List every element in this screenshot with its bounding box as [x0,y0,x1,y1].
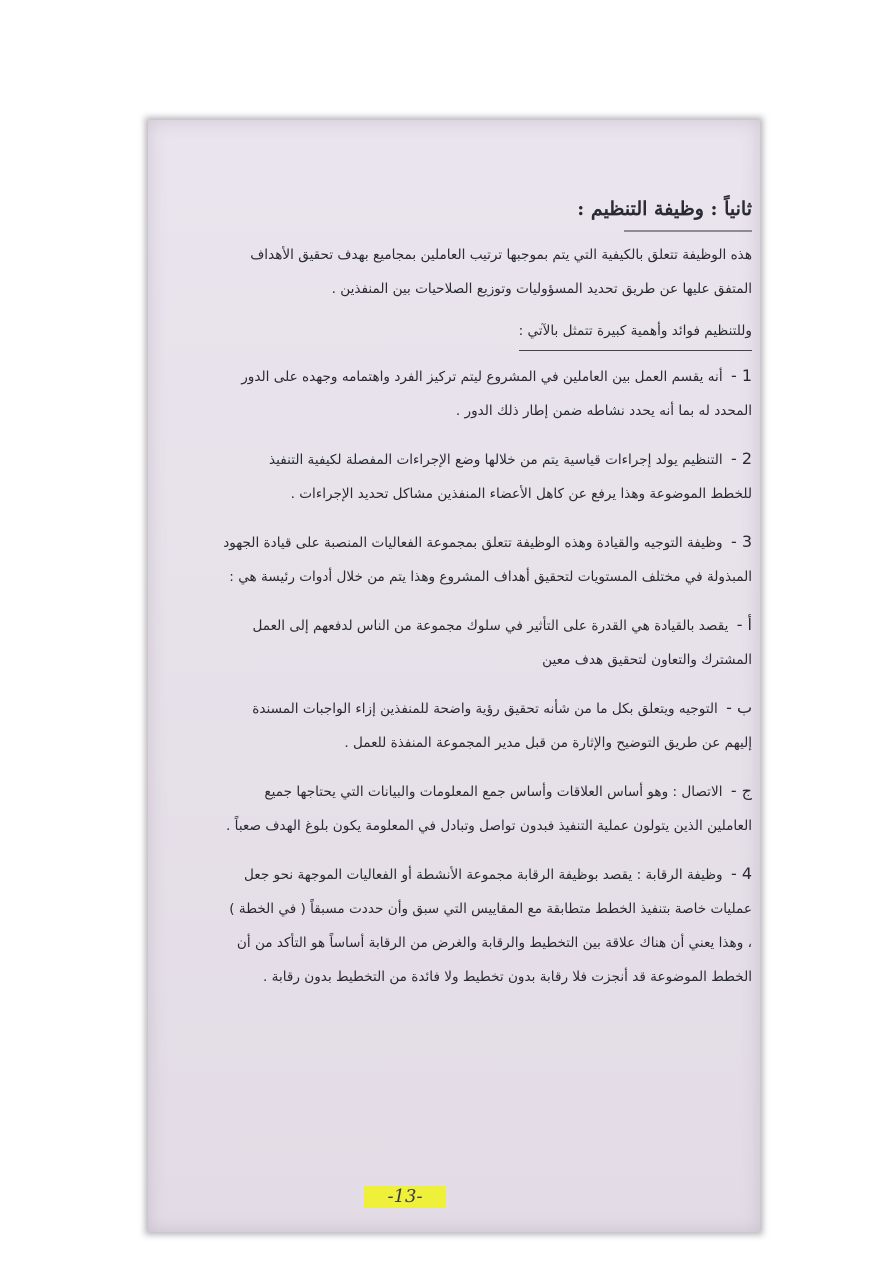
item-marker: 3 - [730,532,752,551]
intro-paragraph [148,238,752,306]
item-line: العاملين الذين يتولون عملية التنفيذ فبدون تواصل وتبادل في المعلومة يكون بلوغ الهدف صعباً . [226,818,752,834]
item-line: التوجيه ويتعلق بكل ما من شأنه تحقيق رؤية واضحة للمنفذين إزاء الواجبات المسندة [252,701,718,717]
item-marker: 2 - [730,449,752,468]
benefits-intro [148,314,752,351]
item-line: التنظيم يولد إجراءات قياسية يتم من خلالها وضع الإجراءات المفصلة لكيفية التنفيذ [269,452,723,468]
list-item [148,691,752,760]
item-line: وظيفة التوجيه والقيادة وهذه الوظيفة تتعلق بمجموعة الفعاليات المنصبة على قيادة الجهود [223,535,723,551]
intro-line: هذه الوظيفة تتعلق بالكيفية التي يتم بموجبها ترتيب العاملين بمجاميع بهدف تحقيق الأهداف [250,247,752,263]
item-line: المبذولة في مختلف المستويات لتحقيق أهداف المشروع وهذا يتم من خلال أدوات رئيسة هي : [229,569,752,585]
page-number: -13- [364,1186,446,1208]
list-item [148,525,752,594]
section-heading: ثانياً : وظيفة التنظيم : [577,198,752,220]
item-line: يقصد بالقيادة هي القدرة على التأثير في سلوك مجموعة من الناس لدفعهم إلى العمل [252,618,729,634]
item-line: إليهم عن طريق التوضيح والإثارة من قبل مدير المجموعة المنفذة للعمل . [344,735,752,751]
item-marker: ب - [726,698,752,717]
list-item [148,442,752,511]
list-item [148,774,752,843]
item-marker: أ - [736,615,752,634]
document-page [148,120,760,1232]
item-line: الاتصال : وهو أساس العلاقات وأساس جمع المعلومات والبيانات التي يحتاجها جميع [264,784,723,800]
item-line: المحدد له بما أنه يحدد نشاطه ضمن إطار ذلك الدور . [455,403,752,419]
item-line: للخطط الموضوعة وهذا يرفع عن كاهل الأعضاء المنفذين مشاكل تحديد الإجراءات . [290,486,752,502]
intro-line: المتفق عليها عن طريق تحديد المسؤوليات وتوزيع الصلاحيات بين المنفذين . [331,281,752,297]
item-marker: ج - [730,781,752,800]
item-line: عمليات خاصة بتنفيذ الخطط متطابقة مع المقاييس التي سبق وأن حددت مسبقاً ( في الخطة ) [229,901,752,917]
page-content [148,198,752,994]
benefits-intro-text: وللتنظيم فوائد وأهمية كبيرة تتمثل بالآتي : [519,314,752,351]
item-line: وظيفة الرقابة : يقصد بوظيفة الرقابة مجموعة الأنشطة أو الفعاليات الموجهة نحو جعل [243,867,723,883]
item-line: الخطط الموضوعة قد أنجزت فلا رقابة بدون تخطيط ولا فائدة من التخطيط بدون رقابة . [263,969,752,985]
list-item [148,359,752,428]
item-marker: 4 - [730,864,752,883]
heading-underline [624,230,752,232]
list-item [148,857,752,994]
item-marker: 1 - [730,366,752,385]
list-item [148,608,752,677]
item-line: أنه يقسم العمل بين العاملين في المشروع ليتم تركيز الفرد واهتمامه وجهده على الدور [241,369,723,385]
item-line: المشترك والتعاون لتحقيق هدف معين [542,652,752,668]
item-line: ، وهذا يعني أن هناك علاقة بين التخطيط والرقابة والغرض من الرقابة أساساً هو التأكد من أن [236,935,752,951]
